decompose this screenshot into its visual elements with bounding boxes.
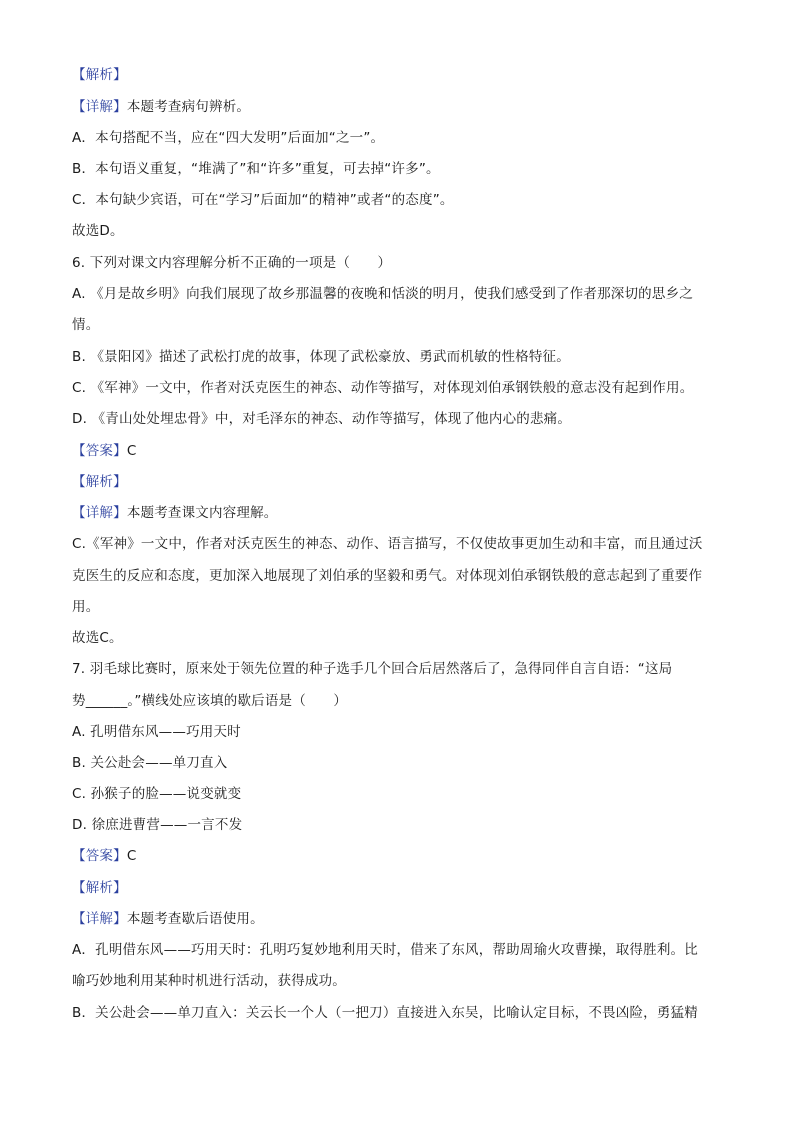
text-line: [72, 597, 732, 617]
line-text: A. 孔明借东风——巧用天时: [72, 724, 241, 740]
text-line: [72, 722, 732, 742]
line-text: 势______。”横线处应该填的歇后语是（ ）: [72, 693, 348, 709]
line-text: 克医生的反应和态度，更加深入地展现了刘伯承的坚毅和勇气。对体现刘伯承钢铁般的意志起到了重要作: [72, 568, 703, 584]
text-line: [72, 628, 732, 648]
text-line: [72, 971, 732, 991]
line-text: B．关公赴会——单刀直入：关云长一个人（一把刀）直接进入东吴，比喻认定目标，不畏凶险，勇猛精: [72, 1005, 698, 1021]
line-text: B．本句语义重复，“堆满了”和“许多”重复，可去掉“许多”。: [72, 161, 440, 177]
line-text: 6. 下列对课文内容理解分析不正确的一项是（ ）: [72, 255, 392, 271]
text-line: [72, 784, 732, 804]
text-line: [72, 190, 732, 210]
text-line: [72, 221, 732, 241]
line-text: D. 《青山处处埋忠骨》中，对毛泽东的神态、动作等描写，体现了他内心的悲痛。: [72, 411, 572, 427]
line-text: 情。: [72, 317, 100, 333]
text-line: [72, 378, 732, 398]
line-text: C.《军神》一文中，作者对沃克医生的神态、动作、语言描写，不仅使故事更加生动和丰富，而且通过沃: [72, 536, 703, 552]
line-text: 故选D。: [72, 223, 124, 239]
line-text: D. 徐庶进曹营——一言不发: [72, 817, 243, 833]
section-tag: 【解析】: [72, 474, 127, 490]
line-text: B. 关公赴会——单刀直入: [72, 755, 228, 771]
line-text: C. 孙猴子的脸——说变就变: [72, 786, 242, 802]
text-line: [72, 815, 732, 835]
line-text: 用。: [72, 599, 100, 615]
line-text: 喻巧妙地利用某种时机进行活动，获得成功。: [72, 973, 346, 989]
text-line: [72, 1003, 732, 1023]
section-tag: 【答案】: [72, 443, 127, 459]
line-text: C．本句缺少宾语，可在“学习”后面加“的精神”或者“的态度”。: [72, 192, 454, 208]
text-line: [72, 753, 732, 773]
text-line: [72, 128, 732, 148]
text-line: [72, 909, 732, 929]
text-line: [72, 472, 732, 492]
text-line: [72, 503, 732, 523]
text-line: [72, 65, 732, 85]
text-line: [72, 159, 732, 179]
text-line: [72, 441, 732, 461]
line-text: 本题考查歇后语使用。: [126, 911, 264, 927]
text-line: [72, 347, 732, 367]
line-text: 7. 羽毛球比赛时，原来处于领先位置的种子选手几个回合后居然落后了，急得同伴自言自语：“这局: [72, 661, 673, 677]
text-line: [72, 846, 732, 866]
line-text: A．孔明借东风——巧用天时：孔明巧复妙地利用天时，借来了东风，帮助周瑜火攻曹操，取得胜利。比: [72, 942, 698, 958]
text-line: [72, 566, 732, 586]
line-text: 本题考查课文内容理解。: [126, 505, 278, 521]
text-line: [72, 691, 732, 711]
text-line: [72, 315, 732, 335]
line-text: 故选C。: [72, 630, 123, 646]
section-tag: 【解析】: [72, 880, 127, 896]
text-line: [72, 940, 732, 960]
section-tag: 【详解】: [72, 911, 127, 927]
line-text: B. 《景阳冈》描述了武松打虎的故事，体现了武松豪放、勇武而机敏的性格特征。: [72, 349, 570, 365]
section-tag: 【详解】: [72, 505, 127, 521]
line-text: A．本句搭配不当，应在“四大发明”后面加“之一”。: [72, 130, 385, 146]
line-text: C: [126, 443, 137, 459]
section-tag: 【详解】: [72, 99, 127, 115]
text-line: [72, 534, 732, 554]
text-line: [72, 284, 732, 304]
line-text: 本题考查病句辨析。: [126, 99, 251, 115]
line-text: C. 《军神》一文中，作者对沃克医生的神态、动作等描写，对体现刘伯承钢铁般的意志没有起到作用。: [72, 380, 694, 396]
line-text: C: [126, 848, 137, 864]
text-line: [72, 659, 732, 679]
text-line: [72, 253, 732, 273]
text-line: [72, 409, 732, 429]
section-tag: 【答案】: [72, 848, 127, 864]
text-line: [72, 878, 732, 898]
text-line: [72, 97, 732, 117]
line-text: A. 《月是故乡明》向我们展现了故乡那温馨的夜晚和恬淡的明月，使我们感受到了作者那深切的思乡之: [72, 286, 693, 302]
section-tag: 【解析】: [72, 67, 127, 83]
